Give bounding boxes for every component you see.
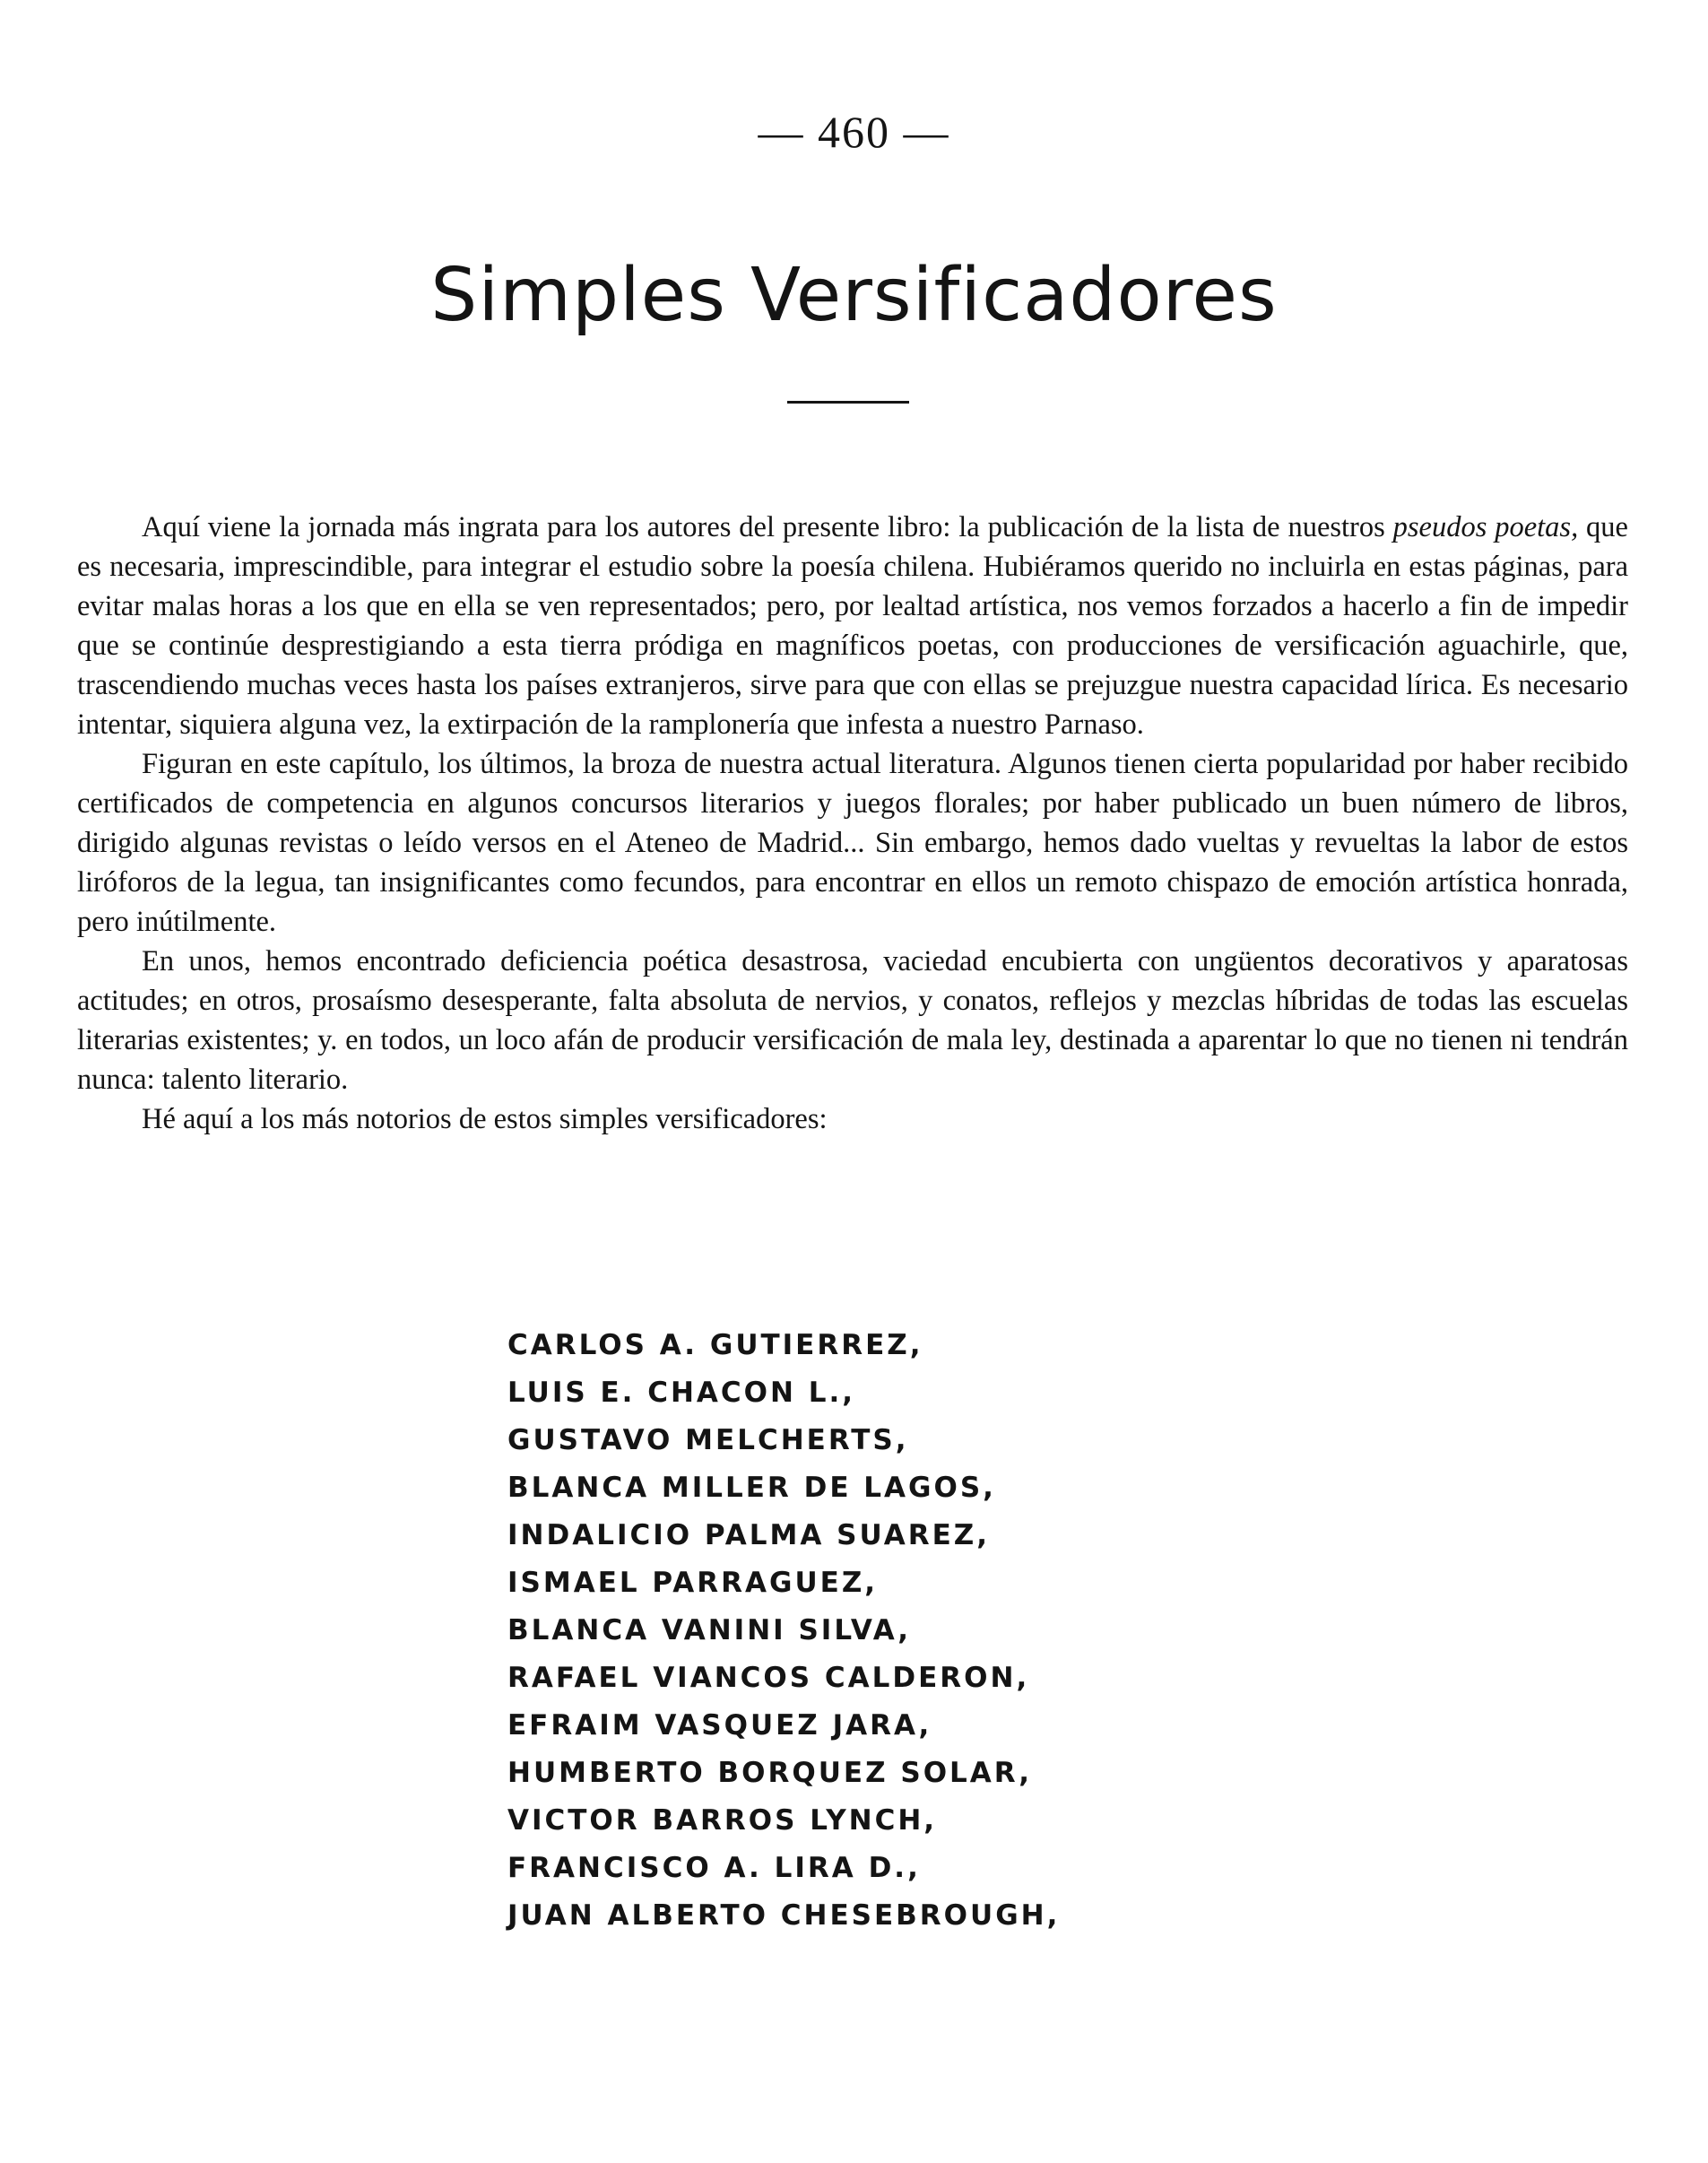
paragraph-1-before: Aquí viene la jornada más ingrata para los autores del presente libro: la publicación de la lista de nuestros: [142, 511, 1393, 543]
list-item: EFRAIM VASQUEZ JARA,: [507, 1709, 932, 1742]
list-item: GUSTAVO MELCHERTS,: [507, 1424, 909, 1456]
body-text: [77, 508, 1628, 1139]
page-title: Simples Versificadores: [430, 253, 1278, 338]
list-item: INDALICIO PALMA SUAREZ,: [507, 1519, 991, 1551]
list-item: JUAN ALBERTO CHESEBROUGH,: [507, 1899, 1061, 1932]
paragraph-2: Figuran en este capítulo, los últimos, la broza de nuestra actual literatura. Algunos tienen cierta popularidad por haber recibido certificados de competencia en algunos concursos literarios y juegos florales; por haber publicado un buen número de libros, dirigido algunas revistas o leído versos en el Ateneo de Madrid... Sin embargo, hemos dado vueltas y revueltas la labor de estos liróforos de la legua, tan insignificantes como fecundos, para encontrar en ellos un remoto chispazo de emoción artística honrada, pero inútilmente.: [77, 748, 1628, 938]
list-item: VICTOR BARROS LYNCH,: [507, 1804, 938, 1837]
page-number: — 460 —: [758, 107, 950, 157]
paragraph-1-after: que es necesaria, imprescindible, para integrar el estudio sobre la poesía chilena. Hubiéramos querido no incluirla en estas páginas, para evitar malas horas a los que en ella se ven representados; pero, por lealtad artística, nos vemos forzados a hacerlo a fin de impedir que se continúe desprestigiando a esta tierra pródiga en magníficos poetas, con producciones de versificación aguachirle, que, trascendiendo muchas veces hasta los países extranjeros, sirve para que con ellas se prejuzgue nuestra capacidad lírica. Es necesario intentar, siquiera alguna vez, la extirpación de la ramplonería que infesta a nuestro Parnaso.: [77, 511, 1628, 741]
paragraph-1: [77, 508, 1628, 744]
list-item: HUMBERTO BORQUEZ SOLAR,: [507, 1757, 1033, 1789]
paragraph-4: Hé aquí a los más notorios de estos simples versificadores:: [142, 1103, 828, 1135]
title-divider: [787, 401, 909, 404]
list-item: CARLOS A. GUTIERREZ,: [507, 1329, 923, 1361]
versifiers-list: [507, 1322, 1060, 1940]
list-item: BLANCA VANINI SILVA,: [507, 1614, 912, 1646]
list-item: BLANCA MILLER DE LAGOS,: [507, 1472, 996, 1504]
list-item: LUIS E. CHACON L.,: [507, 1377, 856, 1409]
paragraph-3: En unos, hemos encontrado deficiencia poética desastrosa, vaciedad encubierta con ungüentos decorativos y aparatosas actitudes; en otros, prosaísmo desesperante, falta absoluta de nervios, y conatos, reflejos y mezclas híbridas de todas las escuelas literarias existentes; y. en todos, un loco afán de producir versificación de mala ley, destinada a aparentar lo que no tienen ni tendrán nunca: talento literario.: [77, 945, 1628, 1096]
paragraph-1-emphasis: pseudos poetas,: [1392, 511, 1579, 543]
list-item: FRANCISCO A. LIRA D.,: [507, 1852, 921, 1884]
list-item: RAFAEL VIANCOS CALDERON,: [507, 1662, 1030, 1694]
list-item: ISMAEL PARRAGUEZ,: [507, 1567, 879, 1599]
